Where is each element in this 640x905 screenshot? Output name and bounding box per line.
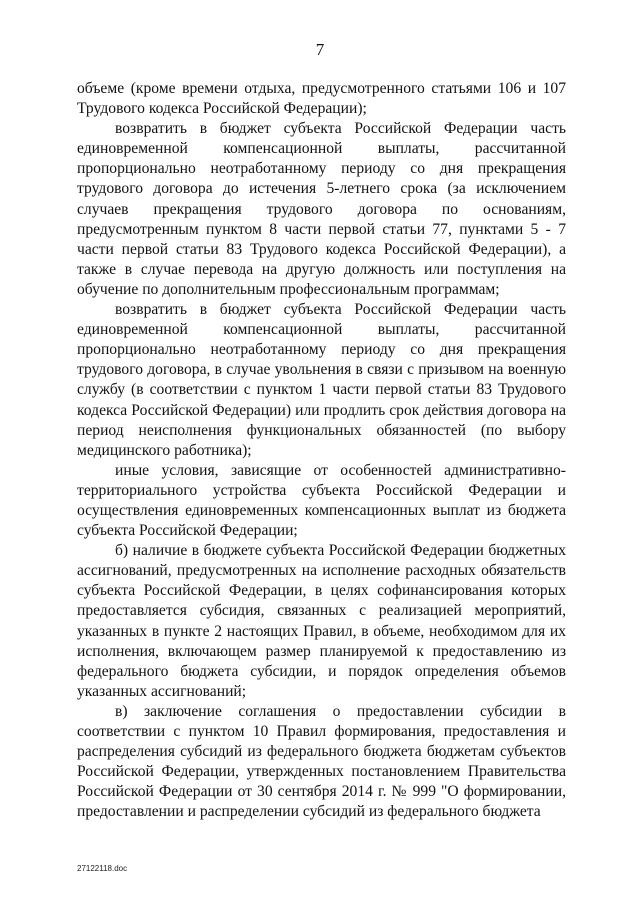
paragraph-return-subsidy-early-termination: возвратить в бюджет субъекта Российской Федерации часть единовременной компенсационной выплаты, рассчитанной пропорционально неотработанному периоду со дня прекращения трудового договора до истечения 5-летнего срока (за исключением случаев прекращения трудового договора по основаниям, предусмотренным пунктом 8 части первой статьи 77, пунктами 5 - 7 части первой статьи 83 Трудового кодекса Российской Федерации), а также в случае перевода на другую должность или поступления на обучение по дополнительным профессиональным программам; xyxy=(77,120,566,298)
paragraph-continuation: объеме (кроме времени отдыха, предусмотренного статьями 106 и 107 Трудового кодекса Российской Федерации); xyxy=(77,80,566,118)
paragraph-v-subsidy-agreement: в) заключение соглашения о предоставлении субсидии в соответствии с пунктом 10 Правил формирования, предоставления и распределения субсидий из федерального бюджета бюджетам субъектов Российской Федерации, утвержденных постановлением Правительства Российской Федерации от 30 сентября 2014 г. № 999 "О формировании, предоставлении и распределении субсидий из федерального бюджета xyxy=(77,702,566,821)
paragraph-b-budget-allocations: б) наличие в бюджете субъекта Российской Федерации бюджетных ассигнований, предусмотренных на исполнение расходных обязательств субъекта Российской Федерации, в целях софинансирования которых предоставляется субсидия, связанных с реализацией мероприятий, указанных в пункте 2 настоящих Правил, в объеме, необходимом для их исполнения, включающем размер планируемой к предоставлению из федерального бюджета субсидии, и порядок определения объемов указанных ассигнований; xyxy=(77,542,566,700)
page-number: 7 xyxy=(315,40,325,59)
footer-document-code: 27122118.doc xyxy=(77,864,128,873)
document-body xyxy=(77,79,566,822)
paragraph-other-conditions: иные условия, зависящие от особенностей административно-территориального устройства субъекта Российской Федерации и осуществления единовременных компенсационных выплат из бюджета субъекта Российской Федерации; xyxy=(77,461,566,540)
paragraph-return-subsidy-military-service: возвратить в бюджет субъекта Российской Федерации часть единовременной компенсационной выплаты, рассчитанной пропорционально неотработанному периоду со дня прекращения трудового договора, в случае увольнения в связи с призывом на военную службу (в соответствии с пунктом 1 части первой статьи 83 Трудового кодекса Российской Федерации) или продлить срок действия договора на период неисполнения функциональных обязанностей (по выбору медицинского работника); xyxy=(77,301,566,459)
